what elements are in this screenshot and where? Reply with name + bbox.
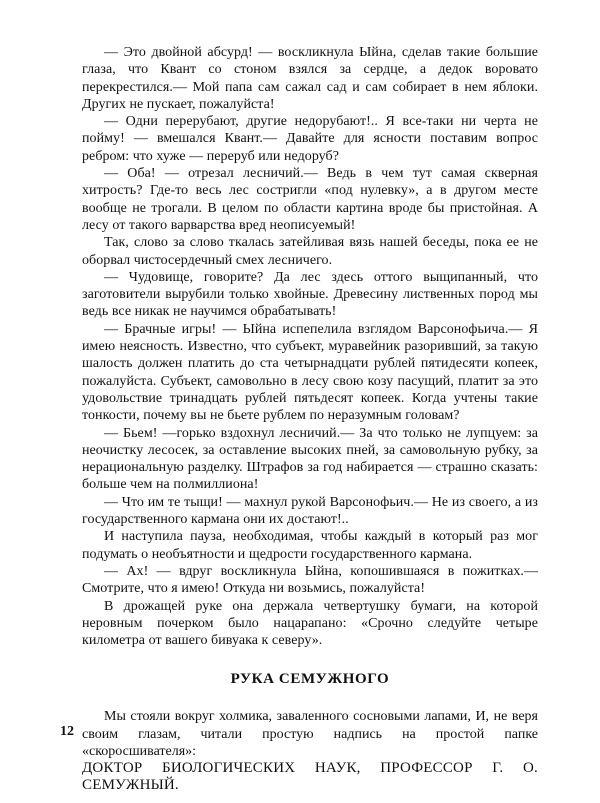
paragraph-5: — Чудовище, говорите? Да лес здесь оттого выщипанный, что заготовители вырубили только хвойные. Древесину лиственных пород мы ведь все никак не научимся обрабатывать!: [82, 269, 538, 320]
paragraph-9: И наступила пауза, необходимая, чтобы каждый в который раз мог подумать о необъятности и щедрости государственного кармана.: [82, 529, 538, 562]
paragraph-11: В дрожащей руке она держала четвертушку бумаги, на которой неровным почерком было нацарапано: «Срочно следуйте четыре километра от вашего бивуака к северу».: [82, 598, 538, 649]
folder-inscription: ДОКТОР БИОЛОГИЧЕСКИХ НАУК, ПРОФЕССОР Г. О. СЕМУЖНЫЙ.: [82, 760, 538, 794]
paragraph-2: — Одни перерубают, другие недорубают!.. Я все-таки ни черта не пойму! — вмешался Квант.— Давайте для ясности поставим вопрос ребром: что хуже — переруб или недоруб?: [82, 114, 538, 164]
page-text-column: [82, 44, 538, 794]
paragraph-10: — Ах! — вдруг воскликнула Ыйна, копошившаяся в пожитках.— Смотрите, что я имею! Откуда ни возьмись, пожалуйста!: [82, 563, 538, 597]
paragraph-8: — Что им те тыщи! — махнул рукой Варсонофьич.— Не из своего, а из государственного кармана они их достают!..: [82, 494, 538, 528]
section-paragraph: Мы стояли вокруг холмика, заваленного сосновыми лапами, И, не веря своим глазам, читали простую надпись на простой папке «скоросшивателя»:: [82, 709, 538, 759]
paragraph-3: — Оба! — отрезал лесничий.— Ведь в чем тут самая скверная хитрость? Где-то весь лес состригли «под нулевку», а в другом месте вообще не трогали. В целом по области картина вроде бы пристойная. А лесу от такого варварства вред неописуемый!: [82, 166, 538, 233]
paragraph-4: Так, слово за слово ткалась затейливая вязь нашей беседы, пока ее не оборвал чистосердечный смех лесничего.: [82, 235, 538, 268]
paragraph-1: — Это двойной абсурд! — воскликнула Ыйна, сделав такие большие глаза, что Квант со стоном взялся за сердце, а дедок воровато перекрестился.— Мой папа сам сажал сад и сам собирает в нем яблоки. Других не пускает, пожалуйста!: [82, 45, 538, 112]
paragraph-6: — Брачные игры! — Ыйна испепелила взглядом Варсонофьича.— Я имею неясность. Известно, что субъект, муравейник разоривший, за такую шалость должен платить до ста четырнадцати рублей пятидесяти копеек, пожалуйста. Субъект, самовольно в лесу свою козу пасущий, платит за это удовольствие тринадцать рублей пятьдесят копеек. Когда учтены такие тонкости, почему вы не бьете рублем по неразумным головам?: [82, 321, 538, 424]
page-number: 12: [60, 724, 74, 739]
paragraph-7: — Бьем! —горько вздохнул лесничий.— За что только не лупцуем: за неочистку лесосек, за оставление высоких пней, за самовольную рубку, за нерациональную разделку. Штрафов за год набирается — страшно сказать: больше чем на полмиллиона!: [82, 425, 538, 493]
section-heading: РУКА СЕМУЖНОГО: [230, 671, 390, 688]
